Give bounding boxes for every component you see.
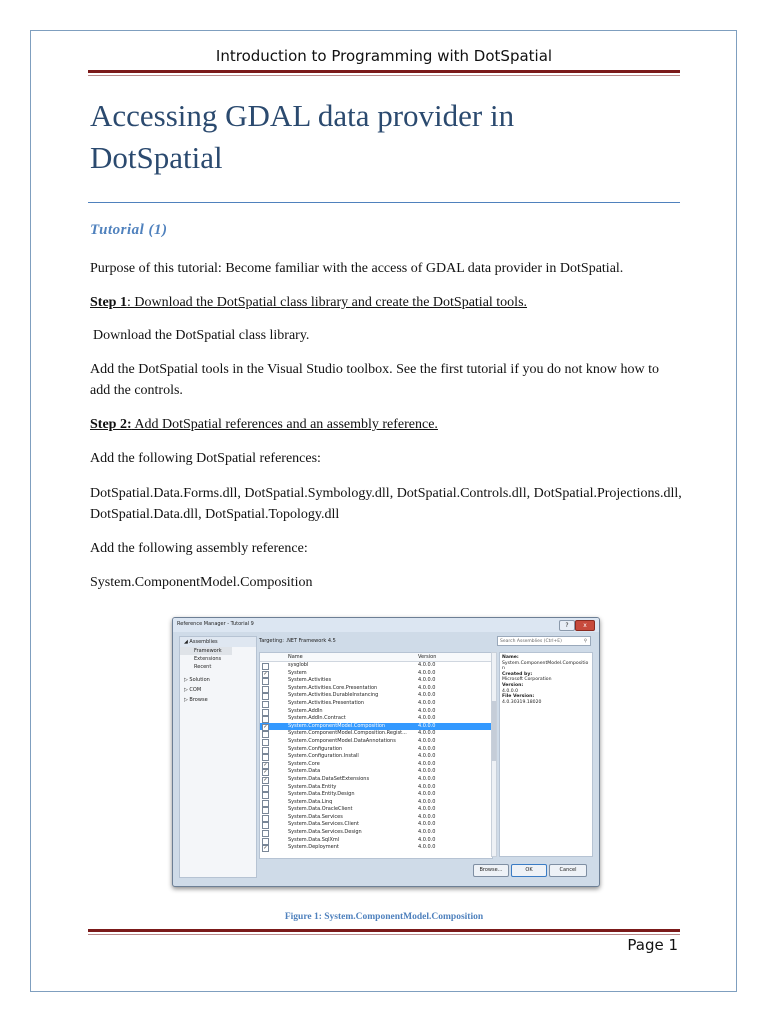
- assembly-name: System: [288, 669, 307, 676]
- detail-file-version-value: 4.0.30319.18020: [502, 699, 542, 705]
- assembly-version: 4.0.0.0: [418, 821, 436, 828]
- footer-rule: [88, 929, 680, 932]
- assembly-row[interactable]: [260, 784, 492, 792]
- assembly-row[interactable]: [260, 723, 492, 731]
- assembly-checkbox[interactable]: ✓: [263, 723, 268, 730]
- category-com[interactable]: ▷ COM: [184, 687, 202, 693]
- step2-text: Add DotSpatial references and an assembly reference.: [131, 417, 438, 432]
- assembly-version: 4.0.0.0: [418, 722, 436, 729]
- step2-paragraph: [90, 414, 682, 435]
- assembly-version: 4.0.0.0: [418, 684, 436, 691]
- assembly-row[interactable]: [260, 715, 492, 723]
- assembly-name: System.Activities.Presentation: [288, 699, 365, 706]
- assembly-row[interactable]: [260, 692, 492, 700]
- add-refs-paragraph: Add the following DotSpatial references:: [90, 451, 321, 466]
- assembly-name: System.Configuration: [288, 745, 343, 752]
- download-paragraph: Download the DotSpatial class library.: [93, 328, 310, 343]
- assembly-row[interactable]: [260, 670, 492, 678]
- assembly-name: System.Data.Services.Design: [288, 829, 362, 836]
- assembly-row[interactable]: [260, 677, 492, 685]
- assembly-version: 4.0.0.0: [418, 737, 436, 744]
- step1-text: : Download the DotSpatial class library and create the DotSpatial tools.: [126, 295, 528, 310]
- assembly-name: System.Data.Entity.Design: [288, 791, 355, 798]
- assembly-list[interactable]: [259, 652, 493, 859]
- reference-categories-pane: [179, 636, 257, 878]
- assembly-version: 4.0.0.0: [418, 715, 436, 722]
- search-assemblies-input[interactable]: [497, 636, 591, 646]
- detail-version-label: Version:: [502, 682, 524, 688]
- detail-version-value: 4.0.0.0: [502, 688, 519, 694]
- assembly-row[interactable]: [260, 799, 492, 807]
- column-version-header[interactable]: Version: [418, 654, 437, 660]
- assembly-row[interactable]: [260, 708, 492, 716]
- assembly-name: System.Data.OracleClient: [288, 806, 353, 813]
- category-browse[interactable]: ▷ Browse: [184, 697, 208, 703]
- step2-label: Step 2:: [90, 417, 132, 432]
- assembly-version: 4.0.0.0: [418, 791, 436, 798]
- reference-manager-screenshot: [172, 617, 600, 887]
- assembly-details-pane: [499, 652, 593, 857]
- assembly-version: 4.0.0.0: [418, 836, 436, 843]
- purpose-paragraph: Purpose of this tutorial: Become familiar with the access of GDAL data provider in DotSpatial.: [90, 261, 624, 276]
- assembly-row[interactable]: [260, 685, 492, 693]
- assembly-name: System.Deployment: [288, 844, 339, 851]
- assembly-version: 4.0.0.0: [418, 760, 436, 767]
- assembly-name: System.Data.Services: [288, 813, 343, 820]
- assembly-row[interactable]: [260, 814, 492, 822]
- list-header: [260, 653, 492, 662]
- detail-created-by-value: Microsoft Corporation: [502, 677, 552, 683]
- header-rule-thin: [88, 75, 680, 76]
- assembly-name: System.ComponentModel.Composition: [288, 722, 386, 729]
- category-assemblies[interactable]: ◢ Assemblies: [180, 637, 256, 647]
- refs-list-paragraph: DotSpatial.Data.Forms.dll, DotSpatial.Symbology.dll, DotSpatial.Controls.dll, DotSpatial.Projections.dll, DotSpatial.Data.dll, DotSpatial.Topology.dll: [90, 486, 682, 522]
- assembly-version: 4.0.0.0: [418, 699, 436, 706]
- detail-file-version-label: File Version:: [502, 694, 535, 700]
- targeting-label: Targeting: .NET Framework 4.5: [259, 638, 336, 644]
- assembly-name: System.ComponentModel.Composition.Regist...: [288, 730, 407, 737]
- assembly-name: System.Data.Services.Client: [288, 821, 359, 828]
- add-tools-paragraph: Add the DotSpatial tools in the Visual Studio toolbox. See the first tutorial if you do not know how to add the controls.: [90, 362, 659, 398]
- assembly-row[interactable]: [260, 662, 492, 670]
- section-subheading: Tutorial (1): [90, 222, 168, 238]
- assembly-intro-paragraph: Add the following assembly reference:: [90, 541, 308, 556]
- assembly-name-paragraph: System.ComponentModel.Composition: [90, 575, 313, 590]
- assembly-row[interactable]: [260, 700, 492, 708]
- assembly-version: 4.0.0.0: [418, 753, 436, 760]
- column-name-header[interactable]: Name: [288, 654, 303, 660]
- assembly-version: 4.0.0.0: [418, 844, 436, 851]
- assembly-name: System.Data: [288, 768, 321, 775]
- category-extensions[interactable]: Extensions: [194, 656, 222, 662]
- assembly-row[interactable]: [260, 768, 492, 776]
- assembly-version: 4.0.0.0: [418, 677, 436, 684]
- assembly-name: System.Data.SqlXml: [288, 836, 340, 843]
- category-framework[interactable]: Framework: [180, 647, 232, 655]
- help-button[interactable]: ?: [559, 620, 575, 631]
- assembly-version: 4.0.0.0: [418, 806, 436, 813]
- close-button[interactable]: x: [575, 620, 595, 631]
- assembly-name: System.Data.Entity: [288, 783, 337, 790]
- title-line-1: Accessing GDAL data provider in: [90, 98, 515, 133]
- assembly-version: 4.0.0.0: [418, 730, 436, 737]
- assembly-name: System.ComponentModel.DataAnnotations: [288, 737, 396, 744]
- search-placeholder: Search Assemblies (Ctrl+E): [500, 639, 562, 644]
- assembly-row[interactable]: [260, 738, 492, 746]
- search-icon: ⚲: [583, 639, 587, 644]
- list-scrollbar[interactable]: [491, 652, 497, 857]
- header-rule: [88, 70, 680, 73]
- scrollbar-thumb[interactable]: [492, 701, 496, 761]
- dialog-title: Reference Manager - Tutorial 9: [177, 621, 254, 627]
- figure-caption: Figure 1: System.ComponentModel.Composition: [284, 912, 484, 922]
- footer-rule-thin: [88, 934, 680, 935]
- assembly-version: 4.0.0.0: [418, 775, 436, 782]
- assembly-checkbox[interactable]: ✓: [263, 761, 268, 768]
- assembly-version: 4.0.0.0: [418, 692, 436, 699]
- assembly-version: 4.0.0.0: [418, 829, 436, 836]
- page-number: Page 1: [627, 936, 678, 954]
- assembly-version: 4.0.0.0: [418, 707, 436, 714]
- assembly-version: 4.0.0.0: [418, 669, 436, 676]
- assembly-checkbox[interactable]: ✓: [263, 776, 268, 783]
- step1-label: Step 1: [90, 295, 127, 310]
- assembly-version: 4.0.0.0: [418, 768, 436, 775]
- step1-paragraph: [90, 292, 682, 313]
- assembly-version: 4.0.0.0: [418, 783, 436, 790]
- assembly-name: System.Activities.Core.Presentation: [288, 684, 378, 691]
- assembly-version: 4.0.0.0: [418, 662, 436, 668]
- assembly-checkbox[interactable]: ✓: [263, 769, 268, 776]
- browse-button[interactable]: Browse...: [473, 864, 509, 877]
- document-title: [90, 95, 680, 179]
- cancel-button[interactable]: Cancel: [549, 864, 587, 877]
- assembly-name: System.Configuration.Install: [288, 753, 359, 760]
- dialog-titlebar: [173, 618, 599, 632]
- assembly-row[interactable]: [260, 806, 492, 814]
- running-header: Introduction to Programming with DotSpatial: [215, 47, 553, 65]
- assembly-name: System.AddIn: [288, 707, 323, 714]
- assembly-name: System.Activities: [288, 677, 332, 684]
- assembly-checkbox[interactable]: ✓: [263, 670, 268, 677]
- category-solution[interactable]: ▷ Solution: [184, 677, 210, 683]
- assembly-name: System.Data.Linq: [288, 798, 333, 805]
- title-line-2: DotSpatial: [90, 140, 223, 175]
- assembly-row[interactable]: [260, 761, 492, 769]
- title-underline: [88, 202, 680, 203]
- assembly-row[interactable]: [260, 829, 492, 837]
- assembly-checkbox[interactable]: ✓: [263, 845, 268, 852]
- assembly-name: System.Core: [288, 760, 320, 767]
- assembly-name: sysglobl: [288, 662, 309, 668]
- assembly-version: 4.0.0.0: [418, 813, 436, 820]
- assembly-name: System.Activities.DurableInstancing: [288, 692, 379, 699]
- assembly-row[interactable]: [260, 821, 492, 829]
- detail-name-label: Name:: [502, 655, 519, 660]
- assembly-row[interactable]: [260, 753, 492, 761]
- assembly-row[interactable]: [260, 776, 492, 784]
- ok-button[interactable]: OK: [511, 864, 547, 877]
- category-recent[interactable]: Recent: [194, 664, 212, 670]
- assembly-version: 4.0.0.0: [418, 745, 436, 752]
- assembly-row[interactable]: [260, 844, 492, 852]
- assembly-row[interactable]: [260, 746, 492, 754]
- detail-created-by-label: Created by:: [502, 671, 533, 677]
- assembly-name: System.Data.DataSetExtensions: [288, 775, 370, 782]
- detail-name-value: System.ComponentModel.Composition: [502, 660, 589, 672]
- assembly-name: System.AddIn.Contract: [288, 715, 346, 722]
- assembly-row[interactable]: [260, 791, 492, 799]
- assembly-row[interactable]: [260, 730, 492, 738]
- assembly-row[interactable]: [260, 837, 492, 845]
- assembly-version: 4.0.0.0: [418, 798, 436, 805]
